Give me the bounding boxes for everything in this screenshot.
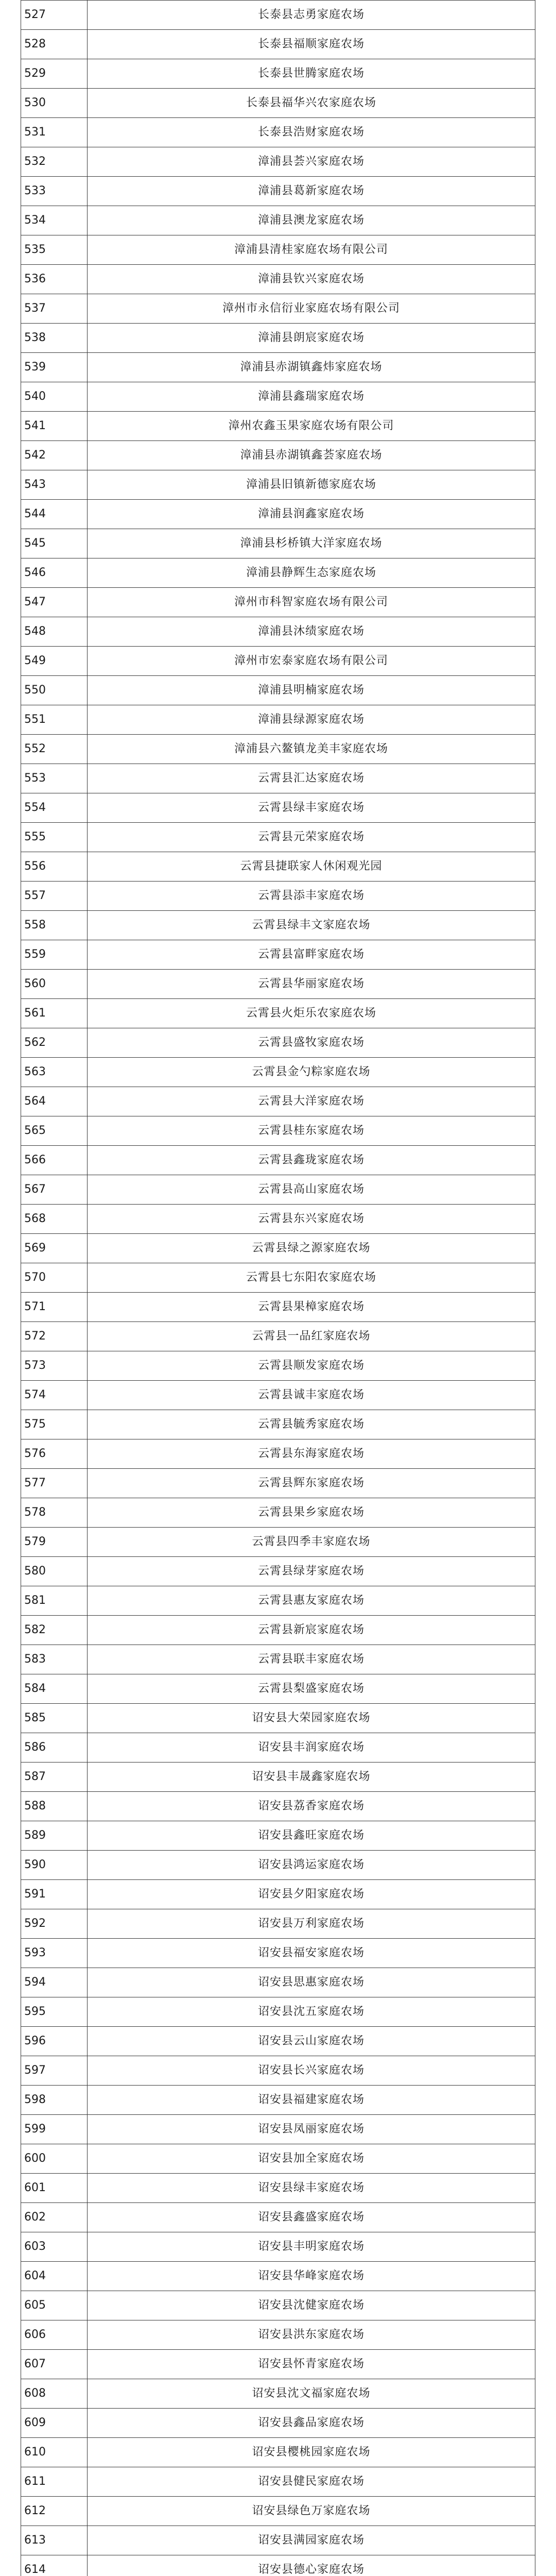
- row-number: 551: [21, 705, 88, 735]
- farm-name: 长泰县志勇家庭农场: [88, 1, 535, 30]
- row-number: 595: [21, 1997, 88, 2027]
- row-number: 609: [21, 2409, 88, 2438]
- row-number: 597: [21, 2056, 88, 2086]
- table-row: [21, 177, 535, 206]
- table-row: [21, 1674, 535, 1704]
- farm-name: 诏安县怀青家庭农场: [88, 2350, 535, 2379]
- farm-name: 漳浦县钦兴家庭农场: [88, 265, 535, 294]
- farm-name: 诏安县华峰家庭农场: [88, 2262, 535, 2291]
- row-number: 538: [21, 324, 88, 353]
- farm-name: 漳浦县赤湖镇鑫炜家庭农场: [88, 353, 535, 382]
- table-row: [21, 1909, 535, 1939]
- row-number: 558: [21, 911, 88, 940]
- row-number: 568: [21, 1205, 88, 1234]
- row-number: 598: [21, 2086, 88, 2115]
- row-number: 594: [21, 1968, 88, 1997]
- table-row: [21, 1821, 535, 1851]
- table-row: [21, 353, 535, 382]
- farm-name: 诏安县思惠家庭农场: [88, 1968, 535, 1997]
- farm-name: 漳浦县赤湖镇鑫荟家庭农场: [88, 441, 535, 470]
- row-number: 591: [21, 1880, 88, 1909]
- farm-name: 诏安县福安家庭农场: [88, 1939, 535, 1968]
- row-number: 599: [21, 2115, 88, 2144]
- table-row: [21, 2379, 535, 2409]
- farm-name: 云霄县梨盛家庭农场: [88, 1674, 535, 1704]
- row-number: 593: [21, 1939, 88, 1968]
- table-row: [21, 1645, 535, 1674]
- farm-name: 云霄县绿丰家庭农场: [88, 793, 535, 823]
- row-number: 569: [21, 1234, 88, 1263]
- farm-name: 云霄县桂东家庭农场: [88, 1116, 535, 1146]
- row-number: 572: [21, 1322, 88, 1351]
- row-number: 604: [21, 2262, 88, 2291]
- farm-name: 漳州农鑫玉果家庭农场有限公司: [88, 412, 535, 441]
- row-number: 582: [21, 1616, 88, 1645]
- row-number: 549: [21, 647, 88, 676]
- farm-name: 云霄县绿之源家庭农场: [88, 1234, 535, 1263]
- farm-name: 长泰县世腾家庭农场: [88, 59, 535, 89]
- row-number: 537: [21, 294, 88, 324]
- farm-name: 云霄县汇达家庭农场: [88, 764, 535, 793]
- table-row: [21, 823, 535, 852]
- row-number: 580: [21, 1557, 88, 1586]
- farm-name: 云霄县辉东家庭农场: [88, 1469, 535, 1498]
- row-number: 561: [21, 999, 88, 1028]
- row-number: 562: [21, 1028, 88, 1058]
- table-row: [21, 2086, 535, 2115]
- farm-name: 诏安县满园家庭农场: [88, 2526, 535, 2555]
- farm-name: 长泰县福华兴农家庭农场: [88, 89, 535, 118]
- farm-name: 云霄县绿丰文家庭农场: [88, 911, 535, 940]
- farm-name: 云霄县高山家庭农场: [88, 1175, 535, 1205]
- row-number: 592: [21, 1909, 88, 1939]
- table-row: [21, 2291, 535, 2320]
- farm-name: 漳浦县鑫瑞家庭农场: [88, 382, 535, 412]
- row-number: 566: [21, 1146, 88, 1175]
- farm-name: 云霄县惠友家庭农场: [88, 1586, 535, 1616]
- farm-name: 诏安县沈文福家庭农场: [88, 2379, 535, 2409]
- table-row: [21, 1, 535, 30]
- farm-name: 诏安县绿色万家庭农场: [88, 2497, 535, 2526]
- farm-name: 诏安县绿丰家庭农场: [88, 2174, 535, 2203]
- row-number: 610: [21, 2438, 88, 2467]
- farm-name: 诏安县洪东家庭农场: [88, 2320, 535, 2350]
- farm-name: 云霄县捷联家人休闲观光园: [88, 852, 535, 882]
- table-row: [21, 2467, 535, 2497]
- farm-name: 云霄县四季丰家庭农场: [88, 1528, 535, 1557]
- row-number: 579: [21, 1528, 88, 1557]
- row-number: 531: [21, 118, 88, 147]
- table-row: [21, 617, 535, 647]
- row-number: 553: [21, 764, 88, 793]
- table-row: [21, 1439, 535, 1469]
- table-row: [21, 647, 535, 676]
- table-row: [21, 500, 535, 529]
- farm-name: 云霄县一品红家庭农场: [88, 1322, 535, 1351]
- farm-name: 云霄县富畔家庭农场: [88, 940, 535, 970]
- farm-registry-table: [21, 0, 535, 2576]
- table-row: [21, 1322, 535, 1351]
- table-row: [21, 1586, 535, 1616]
- farm-name: 云霄县七东阳农家庭农场: [88, 1263, 535, 1293]
- table-row: [21, 1293, 535, 1322]
- table-row: [21, 1968, 535, 1997]
- row-number: 600: [21, 2144, 88, 2174]
- farm-name: 云霄县东兴家庭农场: [88, 1205, 535, 1234]
- farm-name: 漳浦县旧镇新德家庭农场: [88, 470, 535, 500]
- row-number: 533: [21, 177, 88, 206]
- table-body: [21, 1, 535, 2576]
- table-row: [21, 2174, 535, 2203]
- table-row: [21, 1381, 535, 1410]
- farm-name: 诏安县丰润家庭农场: [88, 1733, 535, 1762]
- farm-name: 漳浦县润鑫家庭农场: [88, 500, 535, 529]
- row-number: 555: [21, 823, 88, 852]
- row-number: 550: [21, 676, 88, 705]
- farm-name: 漳浦县葛新家庭农场: [88, 177, 535, 206]
- farm-name: 长泰县浩财家庭农场: [88, 118, 535, 147]
- row-number: 575: [21, 1410, 88, 1439]
- row-number: 563: [21, 1058, 88, 1087]
- farm-name: 诏安县福建家庭农场: [88, 2086, 535, 2115]
- farm-name: 漳浦县清桂家庭农场有限公司: [88, 235, 535, 265]
- table-row: [21, 852, 535, 882]
- farm-name: 漳浦县绿源家庭农场: [88, 705, 535, 735]
- row-number: 581: [21, 1586, 88, 1616]
- table-row: [21, 206, 535, 235]
- farm-name: 云霄县火炬乐农家庭农场: [88, 999, 535, 1028]
- row-number: 596: [21, 2027, 88, 2056]
- farm-name: 云霄县诚丰家庭农场: [88, 1381, 535, 1410]
- table-row: [21, 265, 535, 294]
- farm-name: 云霄县华丽家庭农场: [88, 970, 535, 999]
- table-row: [21, 588, 535, 617]
- table-row: [21, 911, 535, 940]
- row-number: 564: [21, 1087, 88, 1116]
- row-number: 556: [21, 852, 88, 882]
- farm-name: 云霄县盛牧家庭农场: [88, 1028, 535, 1058]
- table-row: [21, 1498, 535, 1528]
- row-number: 612: [21, 2497, 88, 2526]
- table-row: [21, 441, 535, 470]
- farm-name: 诏安县加全家庭农场: [88, 2144, 535, 2174]
- row-number: 532: [21, 147, 88, 177]
- farm-name: 诏安县沈五家庭农场: [88, 1997, 535, 2027]
- row-number: 606: [21, 2320, 88, 2350]
- table-row: [21, 118, 535, 147]
- farm-name: 漳州市宏泰家庭农场有限公司: [88, 647, 535, 676]
- table-row: [21, 1851, 535, 1880]
- farm-name: 诏安县大荣园家庭农场: [88, 1704, 535, 1733]
- table-row: [21, 882, 535, 911]
- table-row: [21, 1028, 535, 1058]
- table-row: [21, 1762, 535, 1792]
- table-row: [21, 1880, 535, 1909]
- farm-name: 诏安县凤丽家庭农场: [88, 2115, 535, 2144]
- row-number: 542: [21, 441, 88, 470]
- row-number: 585: [21, 1704, 88, 1733]
- table-row: [21, 2497, 535, 2526]
- row-number: 539: [21, 353, 88, 382]
- table-row: [21, 1175, 535, 1205]
- row-number: 588: [21, 1792, 88, 1821]
- table-row: [21, 705, 535, 735]
- table-row: [21, 1263, 535, 1293]
- row-number: 614: [21, 2555, 88, 2576]
- table-row: [21, 1410, 535, 1439]
- row-number: 578: [21, 1498, 88, 1528]
- table-row: [21, 412, 535, 441]
- farm-name: 云霄县元荣家庭农场: [88, 823, 535, 852]
- farm-name: 诏安县德心家庭农场: [88, 2555, 535, 2576]
- table-row: [21, 382, 535, 412]
- farm-name: 云霄县添丰家庭农场: [88, 882, 535, 911]
- table-row: [21, 735, 535, 764]
- row-number: 577: [21, 1469, 88, 1498]
- row-number: 605: [21, 2291, 88, 2320]
- table-row: [21, 1087, 535, 1116]
- row-number: 544: [21, 500, 88, 529]
- table-row: [21, 2027, 535, 2056]
- farm-name: 诏安县鑫品家庭农场: [88, 2409, 535, 2438]
- table-row: [21, 294, 535, 324]
- farm-name: 漳州市科智家庭农场有限公司: [88, 588, 535, 617]
- farm-name: 漳浦县六鳌镇龙美丰家庭农场: [88, 735, 535, 764]
- row-number: 611: [21, 2467, 88, 2497]
- table-row: [21, 676, 535, 705]
- table-row: [21, 89, 535, 118]
- table-row: [21, 1469, 535, 1498]
- row-number: 528: [21, 30, 88, 59]
- row-number: 573: [21, 1351, 88, 1381]
- farm-name: 长泰县福顺家庭农场: [88, 30, 535, 59]
- row-number: 541: [21, 412, 88, 441]
- farm-name: 诏安县鸿运家庭农场: [88, 1851, 535, 1880]
- row-number: 554: [21, 793, 88, 823]
- table-row: [21, 2056, 535, 2086]
- row-number: 589: [21, 1821, 88, 1851]
- table-row: [21, 235, 535, 265]
- row-number: 584: [21, 1674, 88, 1704]
- farm-name: 诏安县丰明家庭农场: [88, 2232, 535, 2262]
- farm-name: 漳浦县沐绩家庭农场: [88, 617, 535, 647]
- table-row: [21, 1939, 535, 1968]
- row-number: 608: [21, 2379, 88, 2409]
- table-row: [21, 1205, 535, 1234]
- table-row: [21, 2526, 535, 2555]
- row-number: 560: [21, 970, 88, 999]
- farm-name: 漳浦县杉桥镇大洋家庭农场: [88, 529, 535, 558]
- table-row: [21, 1557, 535, 1586]
- row-number: 583: [21, 1645, 88, 1674]
- table-row: [21, 1351, 535, 1381]
- farm-name: 诏安县鑫盛家庭农场: [88, 2203, 535, 2232]
- farm-name: 诏安县长兴家庭农场: [88, 2056, 535, 2086]
- table-row: [21, 970, 535, 999]
- farm-name: 云霄县大洋家庭农场: [88, 1087, 535, 1116]
- farm-name: 云霄县金勺粽家庭农场: [88, 1058, 535, 1087]
- table-row: [21, 2320, 535, 2350]
- farm-name: 漳浦县明楠家庭农场: [88, 676, 535, 705]
- row-number: 567: [21, 1175, 88, 1205]
- farm-name: 诏安县荔香家庭农场: [88, 1792, 535, 1821]
- row-number: 557: [21, 882, 88, 911]
- table-row: [21, 1058, 535, 1087]
- row-number: 534: [21, 206, 88, 235]
- table-row: [21, 2144, 535, 2174]
- row-number: 576: [21, 1439, 88, 1469]
- farm-name: 诏安县万利家庭农场: [88, 1909, 535, 1939]
- row-number: 545: [21, 529, 88, 558]
- table-row: [21, 1528, 535, 1557]
- farm-name: 漳浦县静辉生态家庭农场: [88, 558, 535, 588]
- row-number: 536: [21, 265, 88, 294]
- table-row: [21, 999, 535, 1028]
- row-number: 587: [21, 1762, 88, 1792]
- table-row: [21, 1704, 535, 1733]
- row-number: 546: [21, 558, 88, 588]
- farm-name: 云霄县联丰家庭农场: [88, 1645, 535, 1674]
- table-row: [21, 1616, 535, 1645]
- row-number: 602: [21, 2203, 88, 2232]
- farm-name: 漳州市永信衍业家庭农场有限公司: [88, 294, 535, 324]
- table-row: [21, 529, 535, 558]
- table-row: [21, 1792, 535, 1821]
- table-row: [21, 940, 535, 970]
- farm-name: 诏安县云山家庭农场: [88, 2027, 535, 2056]
- farm-name: 诏安县樱桃园家庭农场: [88, 2438, 535, 2467]
- farm-name: 云霄县顺发家庭农场: [88, 1351, 535, 1381]
- farm-name: 漳浦县澳龙家庭农场: [88, 206, 535, 235]
- row-number: 603: [21, 2232, 88, 2262]
- farm-name: 云霄县新宸家庭农场: [88, 1616, 535, 1645]
- row-number: 613: [21, 2526, 88, 2555]
- farm-name: 诏安县沈健家庭农场: [88, 2291, 535, 2320]
- table-row: [21, 2350, 535, 2379]
- row-number: 547: [21, 588, 88, 617]
- table-row: [21, 2555, 535, 2576]
- row-number: 571: [21, 1293, 88, 1322]
- row-number: 548: [21, 617, 88, 647]
- row-number: 529: [21, 59, 88, 89]
- farm-name: 云霄县绿芽家庭农场: [88, 1557, 535, 1586]
- farm-name: 诏安县丰晟鑫家庭农场: [88, 1762, 535, 1792]
- row-number: 552: [21, 735, 88, 764]
- row-number: 601: [21, 2174, 88, 2203]
- table-row: [21, 2115, 535, 2144]
- farm-name: 漳浦县朗宸家庭农场: [88, 324, 535, 353]
- row-number: 574: [21, 1381, 88, 1410]
- table-row: [21, 2438, 535, 2467]
- row-number: 543: [21, 470, 88, 500]
- table-row: [21, 470, 535, 500]
- table-row: [21, 764, 535, 793]
- table-row: [21, 1234, 535, 1263]
- farm-name: 诏安县健民家庭农场: [88, 2467, 535, 2497]
- table-row: [21, 2203, 535, 2232]
- table-row: [21, 1733, 535, 1762]
- table-row: [21, 2232, 535, 2262]
- farm-name: 诏安县鑫旺家庭农场: [88, 1821, 535, 1851]
- farm-name: 云霄县果樟家庭农场: [88, 1293, 535, 1322]
- farm-name: 云霄县果乡家庭农场: [88, 1498, 535, 1528]
- farm-name: 云霄县东海家庭农场: [88, 1439, 535, 1469]
- table-row: [21, 324, 535, 353]
- table-row: [21, 1116, 535, 1146]
- table-row: [21, 1146, 535, 1175]
- row-number: 535: [21, 235, 88, 265]
- row-number: 586: [21, 1733, 88, 1762]
- table-row: [21, 59, 535, 89]
- row-number: 565: [21, 1116, 88, 1146]
- row-number: 559: [21, 940, 88, 970]
- row-number: 530: [21, 89, 88, 118]
- table-row: [21, 793, 535, 823]
- farm-name: 云霄县毓秀家庭农场: [88, 1410, 535, 1439]
- row-number: 590: [21, 1851, 88, 1880]
- row-number: 540: [21, 382, 88, 412]
- row-number: 570: [21, 1263, 88, 1293]
- table-row: [21, 30, 535, 59]
- table-row: [21, 147, 535, 177]
- table-row: [21, 2409, 535, 2438]
- table-row: [21, 558, 535, 588]
- farm-name: 诏安县夕阳家庭农场: [88, 1880, 535, 1909]
- farm-name: 云霄县鑫珑家庭农场: [88, 1146, 535, 1175]
- row-number: 607: [21, 2350, 88, 2379]
- table-row: [21, 1997, 535, 2027]
- farm-name: 漳浦县荟兴家庭农场: [88, 147, 535, 177]
- row-number: 527: [21, 1, 88, 30]
- table-row: [21, 2262, 535, 2291]
